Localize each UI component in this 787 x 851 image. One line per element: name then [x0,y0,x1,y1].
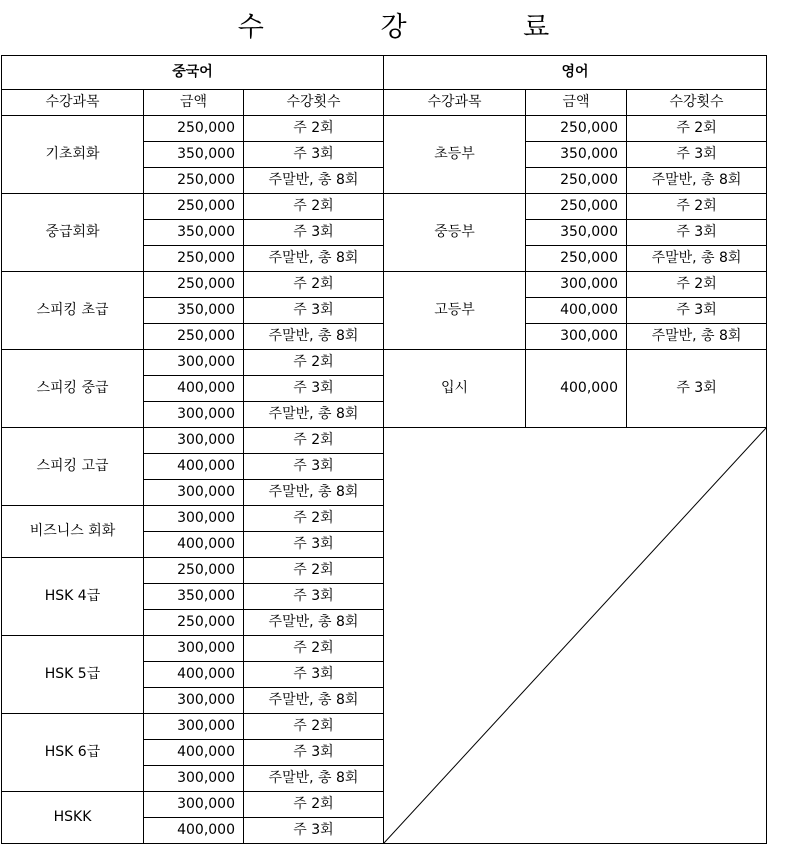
chinese-sessions-cell: 주말반, 총 8회 [244,402,384,428]
english-fee-cell: 400,000 [526,298,627,324]
english-sessions-cell: 주 2회 [627,194,767,220]
table-row [2,272,767,298]
chinese-fee-cell: 250,000 [144,558,244,584]
table-row [2,350,767,376]
chinese-course-header: 수강과목 [2,90,144,116]
chinese-fee-cell: 250,000 [144,610,244,636]
english-fee-cell: 250,000 [526,194,627,220]
chinese-sessions-cell: 주 3회 [244,220,384,246]
table-row [2,194,767,220]
chinese-sessions-cell: 주 3회 [244,298,384,324]
chinese-fee-cell: 250,000 [144,116,244,142]
chinese-sessions-cell: 주 2회 [244,558,384,584]
chinese-sessions-cell: 주말반, 총 8회 [244,610,384,636]
chinese-sessions-cell: 주 2회 [244,428,384,454]
english-fee-cell: 400,000 [526,350,627,428]
english-course-name: 중등부 [384,194,526,272]
chinese-sessions-cell: 주말반, 총 8회 [244,324,384,350]
chinese-fee-cell: 400,000 [144,662,244,688]
chinese-fee-cell: 350,000 [144,142,244,168]
chinese-sessions-cell: 주 2회 [244,194,384,220]
chinese-sessions-cell: 주 3회 [244,662,384,688]
chinese-fee-cell: 250,000 [144,246,244,272]
english-sessions-cell: 주 3회 [627,350,767,428]
chinese-fee-cell: 300,000 [144,688,244,714]
chinese-sessions-cell: 주 3회 [244,454,384,480]
chinese-sessions-cell: 주 2회 [244,116,384,142]
english-sessions-cell: 주말반, 총 8회 [627,246,767,272]
chinese-sessions-cell: 주말반, 총 8회 [244,688,384,714]
chinese-sessions-cell: 주말반, 총 8회 [244,766,384,792]
chinese-fee-cell: 300,000 [144,792,244,818]
chinese-sessions-cell: 주말반, 총 8회 [244,168,384,194]
chinese-sessions-cell: 주 2회 [244,272,384,298]
chinese-course-name: 비즈니스 회화 [2,506,144,558]
chinese-fee-cell: 400,000 [144,818,244,844]
chinese-course-name: HSKK [2,792,144,844]
chinese-fee-cell: 400,000 [144,376,244,402]
chinese-course-name: HSK 5급 [2,636,144,714]
chinese-section-header: 중국어 [2,56,384,90]
chinese-sessions-cell: 주 3회 [244,818,384,844]
chinese-fee-cell: 300,000 [144,714,244,740]
chinese-course-name: 스피킹 초급 [2,272,144,350]
chinese-fee-cell: 250,000 [144,194,244,220]
english-fee-cell: 350,000 [526,142,627,168]
english-course-name: 초등부 [384,116,526,194]
english-sessions-cell: 주 2회 [627,272,767,298]
chinese-course-name: 중급회화 [2,194,144,272]
chinese-fee-cell: 300,000 [144,402,244,428]
chinese-course-name: 스피킹 고급 [2,428,144,506]
column-header-row [2,90,767,116]
english-fee-cell: 300,000 [526,272,627,298]
english-fee-cell: 300,000 [526,324,627,350]
diagonal-line [384,428,766,843]
chinese-fee-cell: 350,000 [144,298,244,324]
chinese-sessions-cell: 주 2회 [244,636,384,662]
chinese-fee-cell: 400,000 [144,740,244,766]
chinese-fee-cell: 300,000 [144,428,244,454]
english-sessions-cell: 주 3회 [627,220,767,246]
chinese-sessions-cell: 주 2회 [244,350,384,376]
english-fee-header: 금액 [526,90,627,116]
english-fee-cell: 250,000 [526,246,627,272]
chinese-course-name: HSK 4급 [2,558,144,636]
english-sessions-header: 수강횟수 [627,90,767,116]
chinese-sessions-cell: 주 3회 [244,740,384,766]
english-course-name: 입시 [384,350,526,428]
english-sessions-cell: 주 3회 [627,142,767,168]
chinese-fee-cell: 250,000 [144,272,244,298]
chinese-sessions-cell: 주 2회 [244,714,384,740]
chinese-fee-cell: 350,000 [144,584,244,610]
chinese-fee-cell: 300,000 [144,350,244,376]
english-sessions-cell: 주 2회 [627,116,767,142]
chinese-fee-cell: 300,000 [144,480,244,506]
english-section-header: 영어 [384,56,767,90]
chinese-sessions-header: 수강횟수 [244,90,384,116]
chinese-sessions-cell: 주말반, 총 8회 [244,246,384,272]
english-course-name: 고등부 [384,272,526,350]
page-title: 수 강 료 [237,12,604,43]
table-row [2,116,767,142]
chinese-sessions-cell: 주 3회 [244,532,384,558]
chinese-course-name: 기초회화 [2,116,144,194]
language-header-row [2,56,767,90]
chinese-sessions-cell: 주말반, 총 8회 [244,480,384,506]
chinese-course-name: 스피킹 중급 [2,350,144,428]
english-sessions-cell: 주 3회 [627,298,767,324]
english-fee-cell: 250,000 [526,168,627,194]
chinese-sessions-cell: 주 3회 [244,584,384,610]
chinese-sessions-cell: 주 3회 [244,142,384,168]
tuition-table [1,55,767,844]
chinese-fee-cell: 250,000 [144,324,244,350]
english-fee-cell: 350,000 [526,220,627,246]
chinese-fee-cell: 400,000 [144,454,244,480]
chinese-sessions-cell: 주 2회 [244,506,384,532]
english-sessions-cell: 주말반, 총 8회 [627,168,767,194]
chinese-fee-cell: 250,000 [144,168,244,194]
empty-diagonal-cell [384,428,767,844]
chinese-fee-cell: 300,000 [144,766,244,792]
english-course-header: 수강과목 [384,90,526,116]
chinese-fee-header: 금액 [144,90,244,116]
chinese-fee-cell: 300,000 [144,506,244,532]
chinese-sessions-cell: 주 3회 [244,376,384,402]
english-fee-cell: 250,000 [526,116,627,142]
english-sessions-cell: 주말반, 총 8회 [627,324,767,350]
chinese-fee-cell: 300,000 [144,636,244,662]
chinese-course-name: HSK 6급 [2,714,144,792]
chinese-fee-cell: 350,000 [144,220,244,246]
chinese-fee-cell: 400,000 [144,532,244,558]
chinese-sessions-cell: 주 2회 [244,792,384,818]
table-row [2,428,767,454]
